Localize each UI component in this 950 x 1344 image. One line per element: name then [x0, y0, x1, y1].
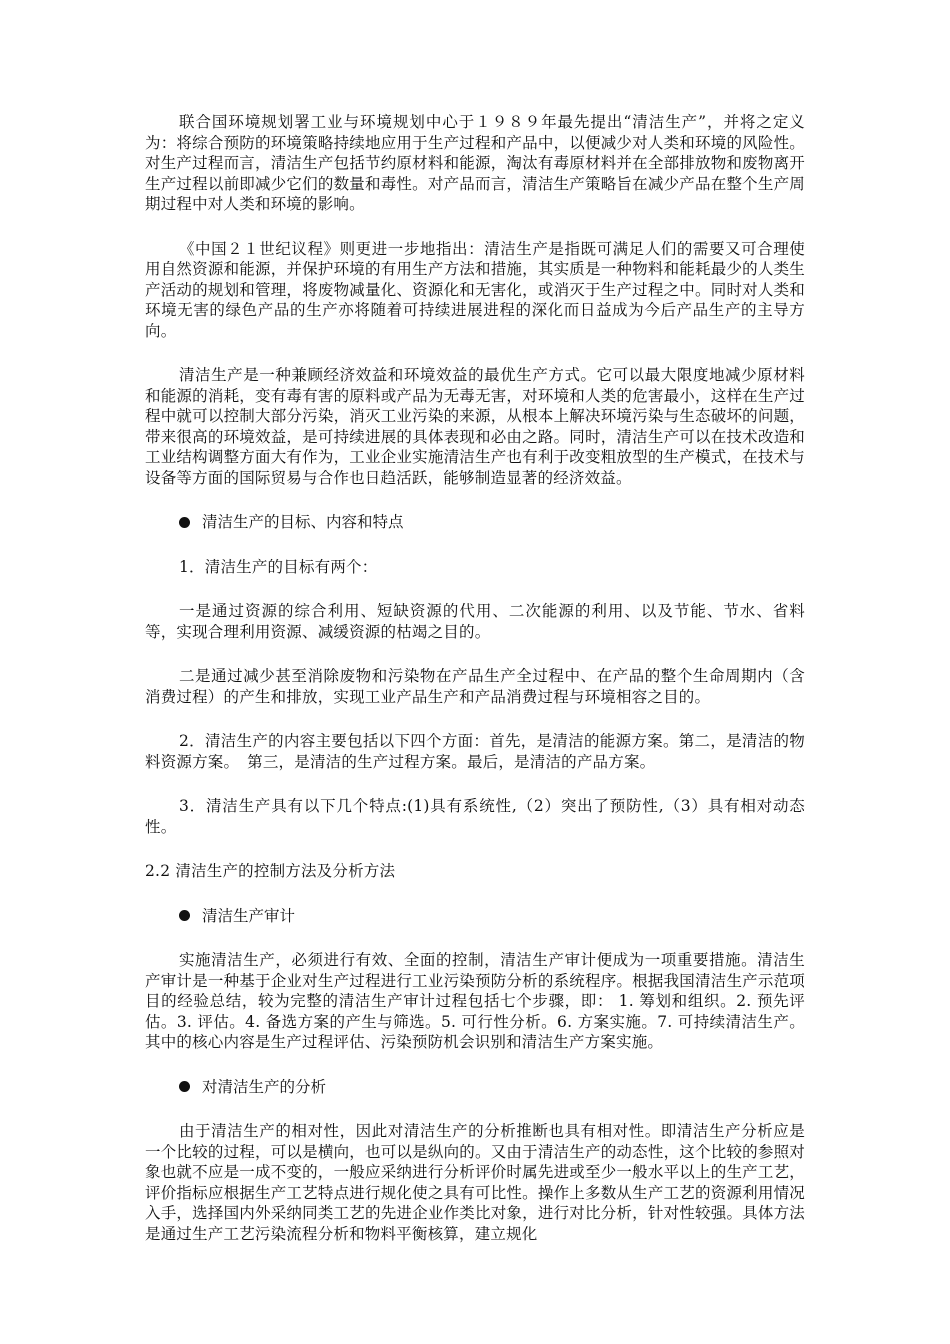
bullet-dot-icon: [179, 1081, 190, 1092]
section-heading-2-2: 2.2 清洁生产的控制方法及分析方法: [145, 862, 396, 880]
paragraph-goal-two: 二是通过减少甚至消除废物和污染物在产品生产全过程中、在产品的整个生命周期内（含消费过程）的产生和排放，实现工业产品生产和产品消费过程与环境相容之目的。: [145, 667, 805, 706]
bullet-goals-content-features: [145, 512, 805, 533]
bullet-audit-label: 清洁生产审计: [202, 906, 296, 925]
list-item-goals: 1．清洁生产的目标有两个：: [179, 557, 378, 576]
paragraph-goal-one: 一是通过资源的综合利用、短缺资源的代用、二次能源的利用、以及节能、节水、省料等，实现合理利用资源、减缓资源的枯竭之目的。: [145, 602, 805, 641]
bullet-dot-icon: [179, 517, 190, 528]
paragraph-audit: 实施清洁生产，必须进行有效、全面的控制，清洁生产审计便成为一项重要措施。清洁生产审计是一种基于企业对生产过程进行工业污染预防分析的系统程序。根据我国清洁生产示范项目的经验总结，较为完整的清洁生产审计过程包括七个步骤，即： 1. 筹划和组织。2. 预先评估。3. 评估。4. 备选方案的产生与筛选。5. 可行性分析。6. 方案实施。7. 可持续清洁生产。其中的核心内容是生产过程评估、污染预防机会识别和清洁生产方案实施。: [145, 951, 805, 1051]
paragraph-optimal-production: 清洁生产是一种兼顾经济效益和环境效益的最优生产方式。它可以最大限度地减少原材料和能源的消耗，变有毒有害的原料或产品为无毒无害，对环境和人类的危害最小，这样在生产过程中就可以控制大部分污染，消灭工业污染的来源，从根本上解决环境污染与生态破坏的问题，带来很高的环境效益，是可持续进展的具体表现和必由之路。同时，清洁生产可以在技术改造和工业结构调整方面大有作为，工业企业实施清洁生产也有利于改变粗放型的生产模式，在技术与设备等方面的国际贸易与合作也日趋活跃，能够制造显著的经济效益。: [145, 366, 805, 487]
list-item-features: 3．清洁生产具有以下几个特点:(1)具有系统性,（2）突出了预防性,（3）具有相对动态性。: [145, 797, 805, 836]
bullet-audit: [145, 906, 805, 927]
bullet-dot-icon: [179, 910, 190, 921]
bullet-analysis-label: 对清洁生产的分析: [202, 1077, 327, 1096]
bullet-analysis: [145, 1077, 805, 1098]
paragraph-unep-definition: 联合国环境规划署工业与环境规划中心于１９８９年最先提出“清洁生产”，并将之定义为：将综合预防的环境策略持续地应用于生产过程和产品中，以便减少对人类和环境的风险性。对生产过程而言，清洁生产包括节约原材料和能源，淘汰有毒原材料并在全部排放物和废物离开生产过程以前即减少它们的数量和毒性。对产品而言，清洁生产策略旨在减少产品在整个生产周期过程中对人类和环境的影响。: [145, 113, 805, 213]
document-body: [145, 112, 805, 1244]
bullet-goals-label: 清洁生产的目标、内容和特点: [202, 513, 404, 531]
paragraph-china-agenda21: 《中国２１世纪议程》则更进一步地指出：清洁生产是指既可满足人们的需要又可合理使用自然资源和能源，并保护环境的有用生产方法和措施，其实质是一种物料和能耗最少的人类生产活动的规划和管理，将废物减量化、资源化和无害化，或消灭于生产过程之中。同时对人类和环境无害的绿色产品的生产亦将随着可持续进展进程的深化而日益成为今后产品生产的主导方向。: [145, 239, 805, 340]
paragraph-analysis: 由于清洁生产的相对性，因此对清洁生产的分析推断也具有相对性。即清洁生产分析应是一个比较的过程，可以是横向，也可以是纵向的。又由于清洁生产的动态性，这个比较的参照对象也就不应是一成不变的，一般应采纳进行分析评价时属先进或至少一般水平以上的生产工艺，评价指标应根据生产工艺特点进行规化使之具有可比性。操作上多数从生产工艺的资源利用情况入手，选择国内外采纳同类工艺的先进企业作类比对象，进行对比分析，针对性较强。具体方法是通过生产工艺污染流程分析和物料平衡核算，建立规化: [145, 1122, 805, 1243]
list-item-content: 2．清洁生产的内容主要包括以下四个方面：首先，是清洁的能源方案。第二，是清洁的物料资源方案。 第三，是清洁的生产过程方案。最后，是清洁的产品方案。: [145, 732, 805, 771]
